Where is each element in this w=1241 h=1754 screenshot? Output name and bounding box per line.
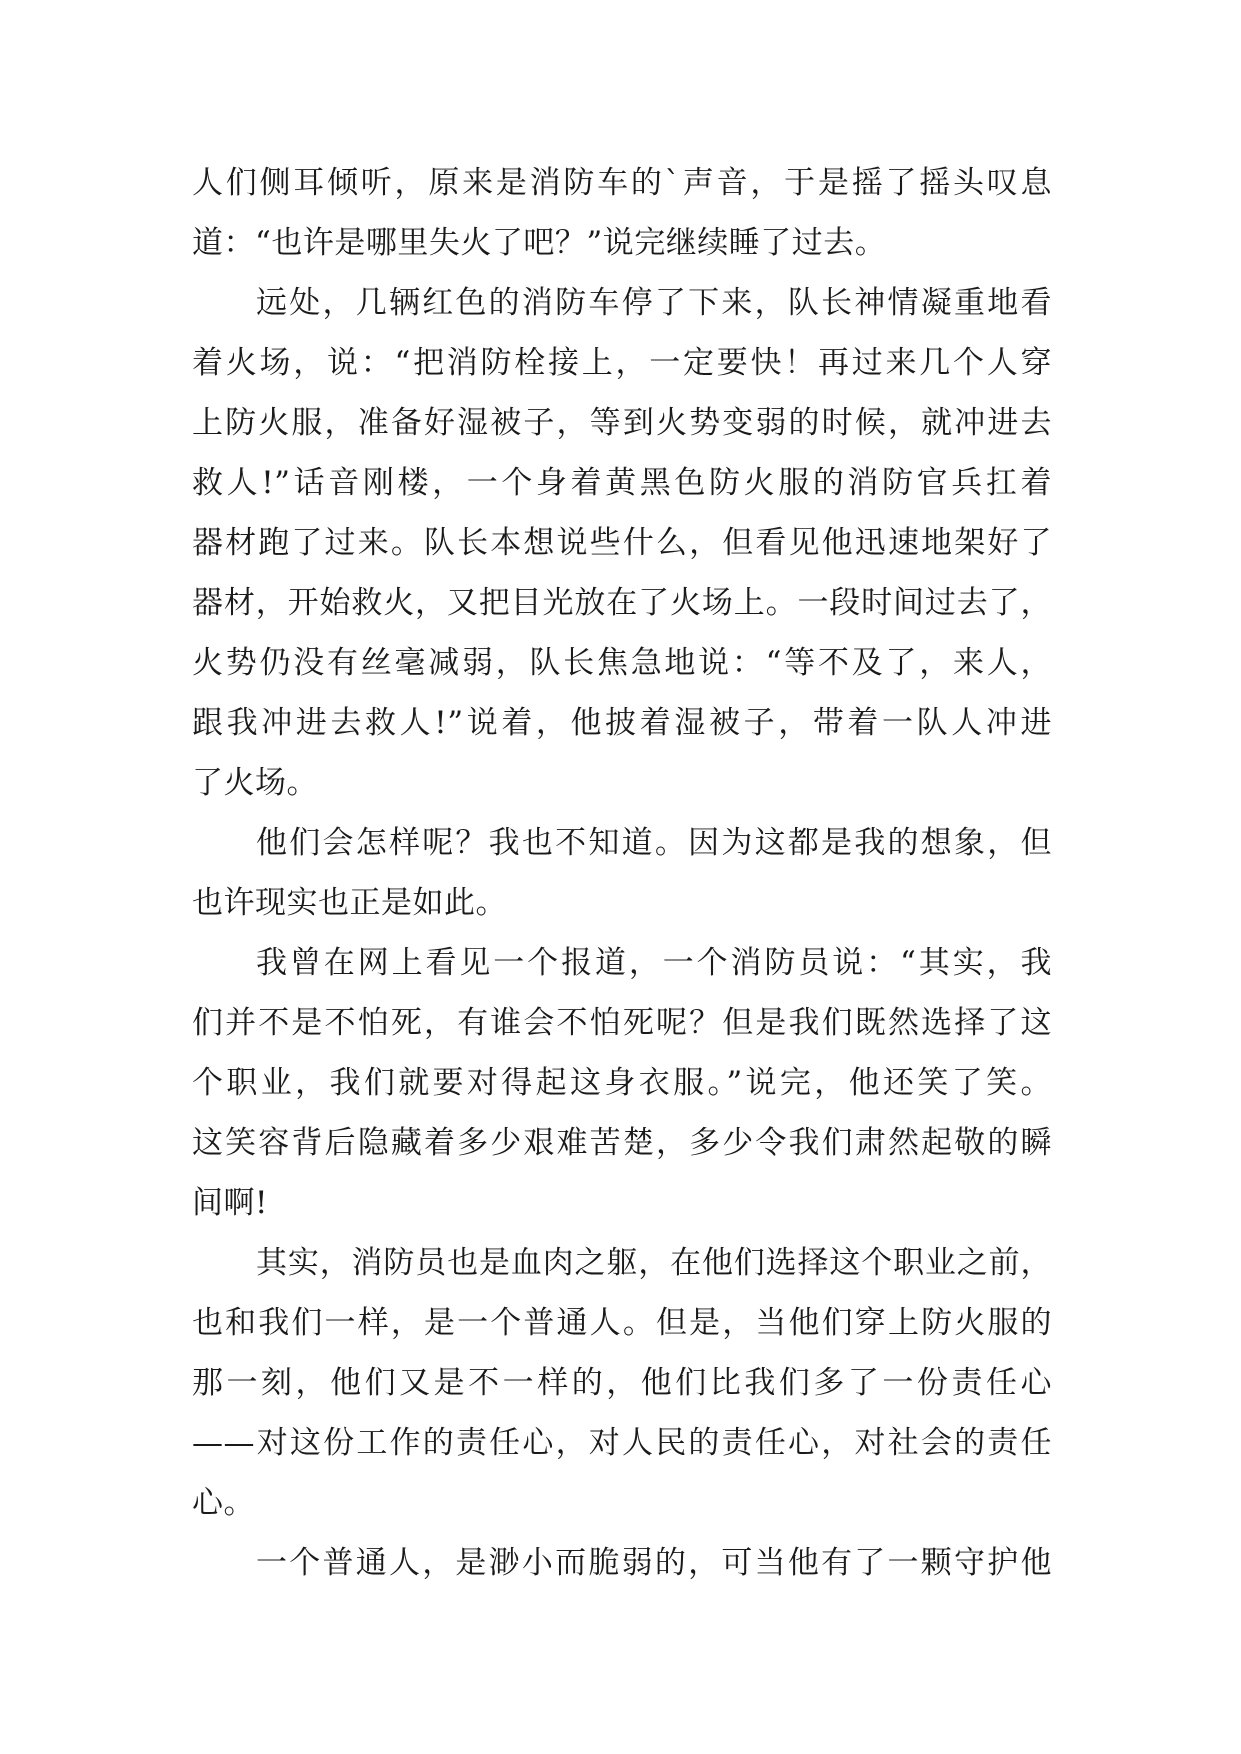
paragraph-start-line: 他们会怎样呢？我也不知道。因为这都是我的想象，但 xyxy=(256,825,1052,861)
paragraph-start-line: 一个普通人，是渺小而脆弱的，可当他有了一颗守护他 xyxy=(256,1545,1052,1581)
text-line: 心。 xyxy=(192,1485,255,1521)
text-line: 救人!”话音刚楼，一个身着黄黑色防火服的消防官兵扛着 xyxy=(192,465,1052,501)
text-line: 人们侧耳倾听，原来是消防车的`声音，于是摇了摇头叹息 xyxy=(192,165,1052,201)
text-line: 间啊! xyxy=(192,1185,268,1221)
text-line: 那一刻，他们又是不一样的，他们比我们多了一份责任心 xyxy=(192,1365,1052,1401)
text-line: 个职业，我们就要对得起这身衣服。”说完，他还笑了笑。 xyxy=(192,1065,1052,1101)
text-line: 们并不是不怕死，有谁会不怕死呢？但是我们既然选择了这 xyxy=(192,1005,1052,1041)
paragraph-start-line: 其实，消防员也是血肉之躯，在他们选择这个职业之前， xyxy=(256,1245,1052,1281)
text-line: 器材，开始救火，又把目光放在了火场上。一段时间过去了， xyxy=(192,585,1052,621)
text-line: 道：“也许是哪里失火了吧？”说完继续睡了过去。 xyxy=(192,225,887,261)
text-line: 火势仍没有丝毫减弱，队长焦急地说：“等不及了，来人， xyxy=(192,645,1052,681)
text-line: ——对这份工作的责任心，对人民的责任心，对社会的责任 xyxy=(192,1425,1052,1461)
text-line: 跟我冲进去救人!”说着，他披着湿被子，带着一队人冲进 xyxy=(192,705,1052,741)
paragraph-start-line: 我曾在网上看见一个报道，一个消防员说：“其实，我 xyxy=(256,945,1052,981)
paragraph-start-line: 远处，几辆红色的消防车停了下来，队长神情凝重地看 xyxy=(256,285,1052,321)
text-line: 上防火服，准备好湿被子，等到火势变弱的时候，就冲进去 xyxy=(192,405,1052,441)
text-line: 器材跑了过来。队长本想说些什么，但看见他迅速地架好了 xyxy=(192,525,1052,561)
text-line: 也许现实也正是如此。 xyxy=(192,885,507,921)
text-line: 这笑容背后隐藏着多少艰难苦楚，多少令我们肃然起敬的瞬 xyxy=(192,1125,1052,1161)
text-line: 也和我们一样，是一个普通人。但是，当他们穿上防火服的 xyxy=(192,1305,1052,1341)
text-line: 着火场，说：“把消防栓接上，一定要快！再过来几个人穿 xyxy=(192,345,1052,381)
document-body xyxy=(192,153,1052,1593)
text-line: 了火场。 xyxy=(192,765,318,801)
